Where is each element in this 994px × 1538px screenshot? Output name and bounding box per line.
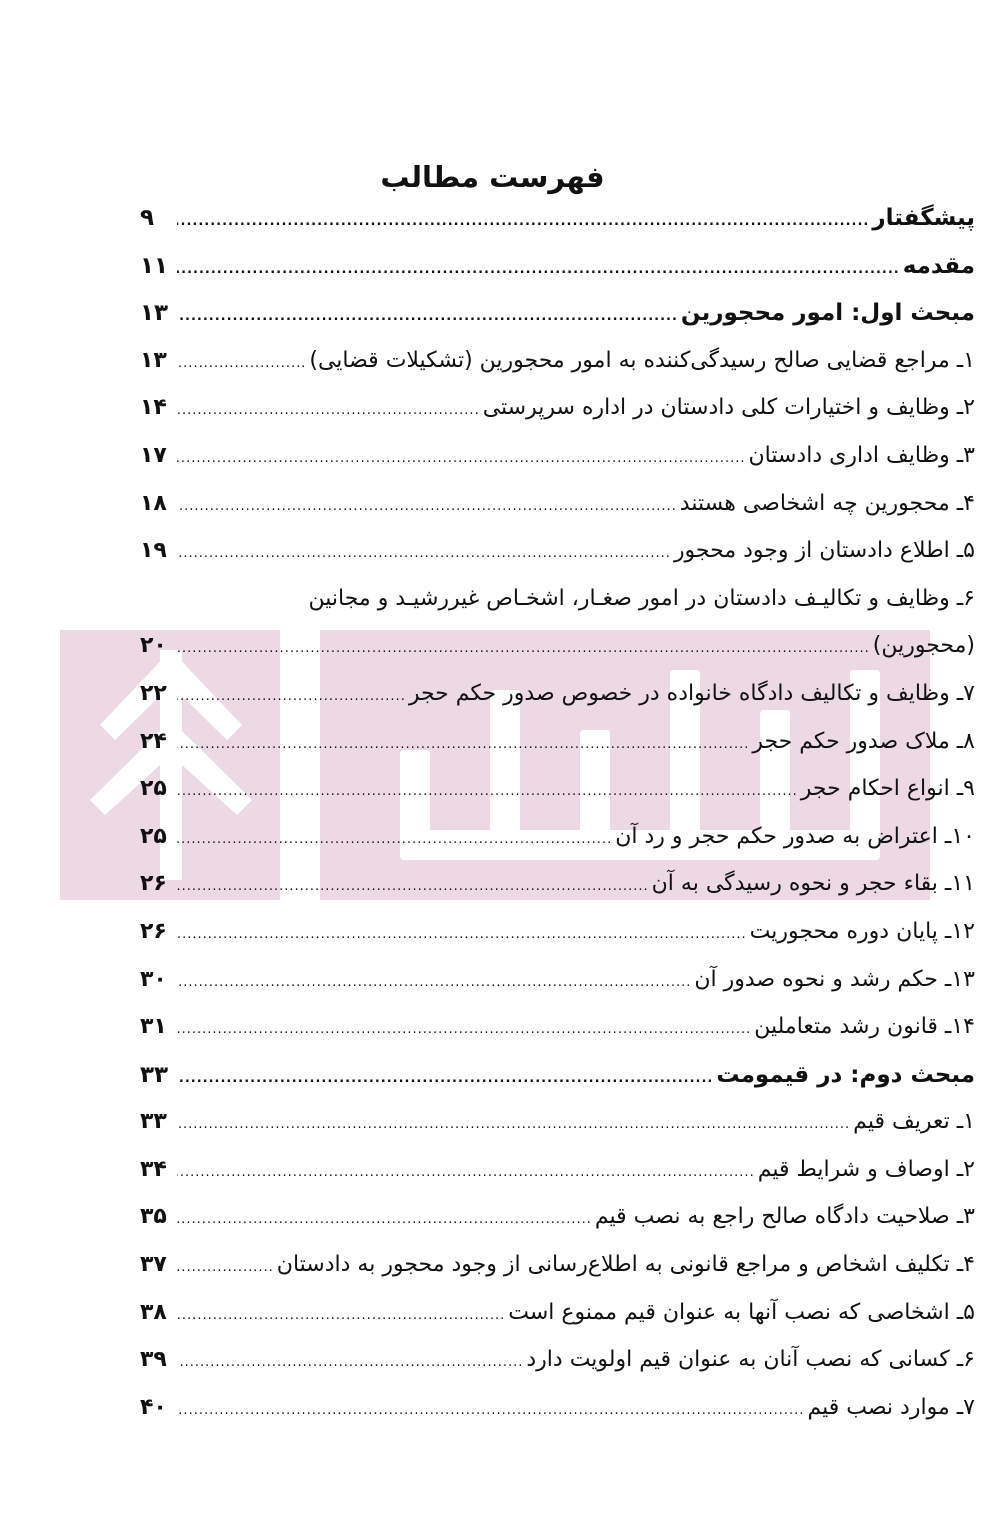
dot-leader (177, 356, 306, 371)
toc-entry-page: ۳۴ (140, 1156, 167, 1182)
toc-entry-wrapped-line (140, 586, 975, 634)
toc-entry-page: ۲۵ (140, 823, 167, 849)
toc-entry-label: ۷ـ وظایف و تکالیف دادگاه خانواده در خصوص صدور حکم حجر (408, 680, 975, 706)
toc-entry-label: مبحث اول: امور محجورین (680, 300, 975, 327)
toc-entry-page: ۳۹ (140, 1347, 167, 1373)
dot-leader (177, 641, 870, 656)
toc-entry-label: ۱ـ مراجع قضایی صالح رسیدگی‌کننده به امور محجورین (تشکیلات قضایی) (309, 347, 975, 373)
toc-entry-page: ۳۱ (140, 1014, 167, 1040)
toc-entry (140, 967, 975, 1015)
toc-entry (140, 348, 975, 396)
toc-entry (140, 824, 975, 872)
dot-leader (177, 1308, 505, 1323)
toc-entry (140, 300, 975, 348)
toc-entry-page: ۹ (140, 205, 155, 231)
toc-entry (140, 729, 975, 777)
toc-entry-page: ۳۵ (140, 1204, 167, 1230)
toc-entry-page: ۱۸ (140, 490, 167, 516)
toc-entry-label: ۱۲ـ پایان دوره محجوریت (749, 918, 975, 944)
toc-entry-page: ۱۹ (140, 538, 167, 564)
toc-entry-page: ۲۶ (140, 918, 167, 944)
toc-entry-continuation: (محجورین) (872, 633, 975, 659)
toc-entry-label: ۴ـ تکلیف اشخاص و مراجع قانونی به اطلاع‌رسانی از وجود محجور به دادستان (276, 1252, 975, 1278)
toc-entry (140, 491, 975, 539)
toc-entry-label: ۱۱ـ بقاء حجر و نحوه رسیدگی به آن (651, 871, 975, 897)
toc-entry-page: ۳۸ (140, 1299, 167, 1325)
toc-entry (140, 395, 975, 443)
toc-entry (140, 776, 975, 824)
toc-entry (140, 253, 975, 301)
dot-leader (177, 1165, 755, 1180)
toc-entry-label: ۱۰ـ اعتراض به صدور حکم حجر و رد آن (615, 823, 975, 849)
dot-leader (177, 1355, 523, 1370)
toc-entry-label: ۱ـ تعریف قیم (853, 1109, 975, 1135)
toc-entry-page: ۳۰ (140, 966, 167, 992)
page-title: فهرست مطالب (380, 160, 605, 194)
toc-entry-label: ۲ـ وظایف و اختیارات کلی دادستان در اداره سرپرستی (482, 395, 975, 421)
toc-entry-page: ۲۴ (140, 728, 167, 754)
toc-entry-label: ۸ـ ملاک صدور حکم حجر (752, 728, 975, 754)
toc-entry (140, 1157, 975, 1205)
toc-entry (140, 1109, 975, 1157)
toc-entry-label: مبحث دوم: در قیمومت (716, 1061, 975, 1088)
dot-leader (177, 1071, 713, 1086)
toc-entry-page: ۳۳ (140, 1109, 167, 1135)
toc-entry-label: ۲ـ اوصاف و شرایط قیم (757, 1156, 975, 1182)
dot-leader (177, 689, 406, 704)
toc-entry (140, 1347, 975, 1395)
toc-entry-page: ۱۷ (140, 442, 167, 468)
toc-entry-label: ۶ـ وظایف و تکالیـف دادستان در امور صغـار، اشخـاص غیررشیـد و مجانین (308, 585, 975, 611)
toc-entry (140, 871, 975, 919)
toc-entry-label: ۷ـ موارد نصب قیم (807, 1394, 975, 1420)
toc-entry-page: ۱۴ (140, 395, 167, 421)
toc-entry (140, 1062, 975, 1110)
toc-entry-label: ۱۳ـ حکم رشد و نحوه صدور آن (694, 966, 975, 992)
toc-entry-page: ۱۱ (140, 252, 169, 279)
toc-entry-label: پیشگفتار (872, 205, 975, 231)
toc-entry (140, 1252, 975, 1300)
toc-entry (140, 681, 975, 729)
dot-leader (177, 1022, 751, 1037)
toc-entry (140, 1300, 975, 1348)
toc-entry (140, 1204, 975, 1252)
toc-entry-page: ۴۰ (140, 1394, 167, 1420)
toc-entry-label: ۱۴ـ قانون رشد متعاملین (754, 1014, 975, 1040)
toc-entry-label: ۴ـ محجورین چه اشخاصی هستند (679, 490, 975, 516)
dot-leader (177, 1403, 804, 1418)
toc-entry-label: ۳ـ صلاحیت دادگاه صالح راجع به نصب قیم (594, 1204, 975, 1230)
dot-leader (177, 262, 900, 277)
dot-leader (177, 546, 671, 561)
dot-leader (177, 737, 749, 752)
toc-entry-label: مقدمه (902, 252, 975, 279)
dot-leader (177, 403, 480, 418)
toc-entry-label: ۹ـ انواع احکام حجر (800, 776, 975, 802)
toc-entry (140, 1014, 975, 1062)
toc-entry-page: ۲۵ (140, 776, 167, 802)
toc-entry (140, 633, 975, 681)
table-of-contents-page (140, 150, 975, 1442)
dot-leader (177, 832, 612, 847)
toc-entry (140, 443, 975, 491)
toc-entry (140, 1395, 975, 1443)
dot-leader (177, 975, 691, 990)
dot-leader (177, 309, 678, 324)
toc-entry (140, 919, 975, 967)
toc-entry-label: ۶ـ کسانی که نصب آنان به عنوان قیم اولویت دارد (526, 1347, 975, 1373)
toc-entry-page: ۲۲ (140, 680, 167, 706)
toc-entry (140, 538, 975, 586)
dot-leader (177, 499, 677, 514)
dot-leader (177, 1260, 274, 1275)
toc-entry-page: ۱۳ (140, 347, 167, 373)
toc-entry-page: ۳۷ (140, 1252, 167, 1278)
toc-list (140, 205, 975, 1442)
dot-leader (177, 1117, 850, 1132)
dot-leader (177, 214, 869, 229)
toc-entry (140, 205, 975, 253)
toc-entry-page: ۲۰ (140, 633, 167, 659)
toc-entry-page: ۲۶ (140, 871, 167, 897)
dot-leader (177, 1212, 592, 1227)
dot-leader (177, 879, 649, 894)
toc-entry-page: ۱۳ (140, 300, 169, 327)
toc-entry-page: ۳۳ (140, 1061, 169, 1088)
toc-entry-label: ۵ـ اطلاع دادستان از وجود محجور (673, 538, 975, 564)
dot-leader (177, 927, 747, 942)
toc-entry-label: ۵ـ اشخاصی که نصب آنها به عنوان قیم ممنوع است (508, 1299, 975, 1325)
dot-leader (177, 784, 798, 799)
dot-leader (177, 451, 746, 466)
toc-entry-label: ۳ـ وظایف اداری دادستان (748, 442, 975, 468)
